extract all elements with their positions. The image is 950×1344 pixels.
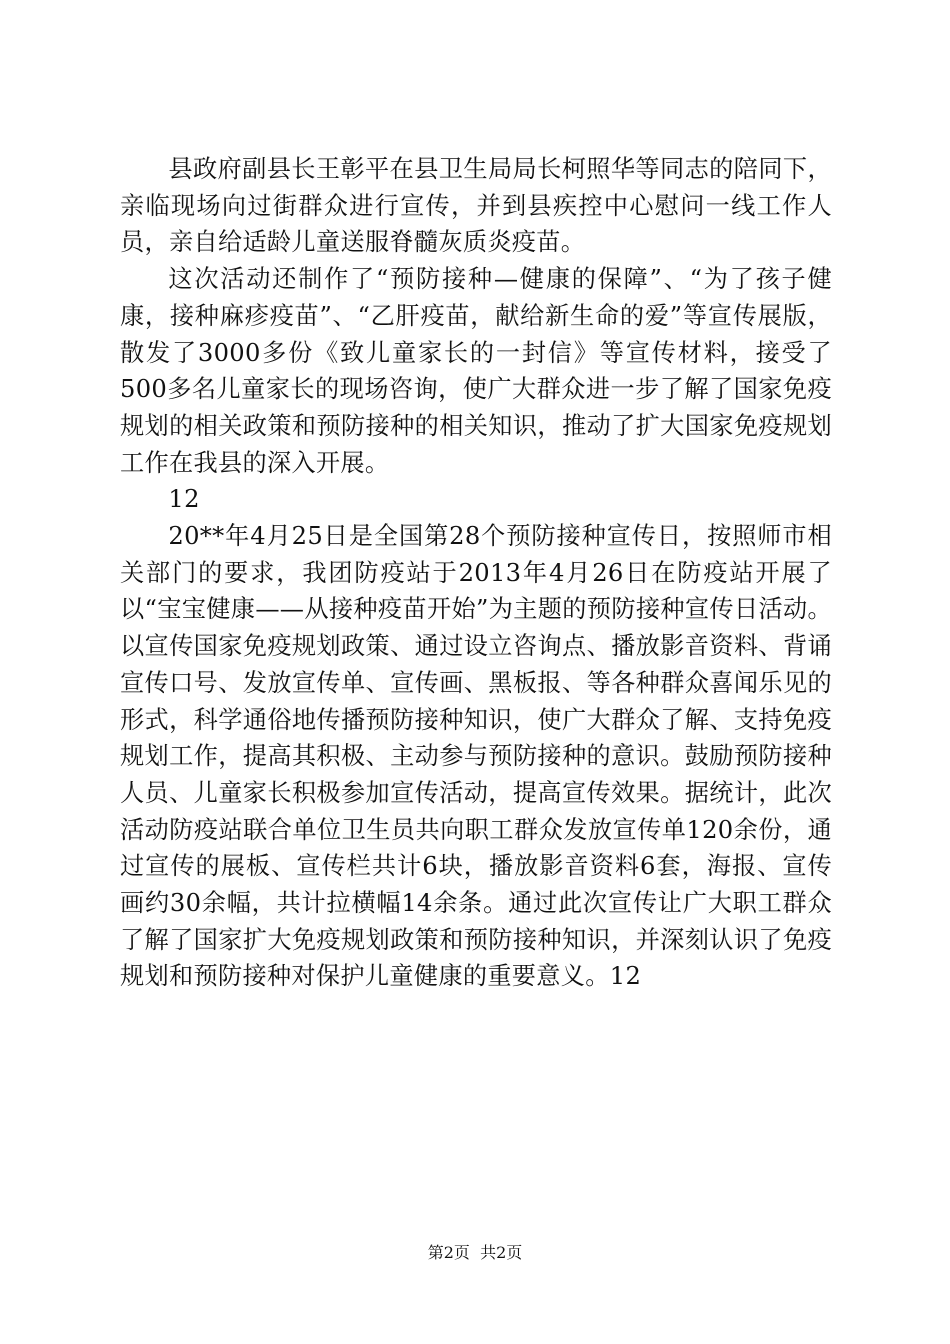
document-body	[120, 151, 832, 995]
page-footer: 第2页 共2页	[427, 1243, 523, 1262]
paragraph-1: 县政府副县长王彰平在县卫生局局长柯照华等同志的陪同下，亲临现场向过街群众进行宣传，并到县疾控中心慰问一线工作人员，亲自给适龄儿童送服脊髓灰质炎疫苗。	[120, 155, 832, 257]
paragraph-3: 12	[168, 485, 200, 514]
paragraph-2: 这次活动还制作了“预防接种—健康的保障”、“为了孩子健康，接种麻疹疫苗”、“乙肝疫苗，献给新生命的爱”等宣传展版，散发了3000多份《致儿童家长的一封信》等宣传材料，接受了500多名儿童家长的现场咨询，使广大群众进一步了解了国家免疫规划的相关政策和预防接种的相关知识，推动了扩大国家免疫规划工作在我县的深入开展。	[120, 265, 832, 477]
paragraph-4: 20**年4月25日是全国第28个预防接种宣传日，按照师市相关部门的要求，我团防疫站于2013年4月26日在防疫站开展了以“宝宝健康——从接种疫苗开始”为主题的预防接种宣传日活动。以宣传国家免疫规划政策、通过设立咨询点、播放影音资料、背诵宣传口号、发放宣传单、宣传画、黑板报、等各种群众喜闻乐见的形式，科学通俗地传播预防接种知识，使广大群众了解、支持免疫规划工作，提高其积极、主动参与预防接种的意识。鼓励预防接种人员、儿童家长积极参加宣传活动，提高宣传效果。据统计，此次活动防疫站联合单位卫生员共向职工群众发放宣传单120余份，通过宣传的展板、宣传栏共计6块，播放影音资料6套，海报、宣传画约30余幅，共计拉横幅14余条。通过此次宣传让广大职工群众了解了国家扩大免疫规划政策和预防接种知识，并深刻认识了免疫规划和预防接种对保护儿童健康的重要意义。12	[120, 522, 832, 991]
